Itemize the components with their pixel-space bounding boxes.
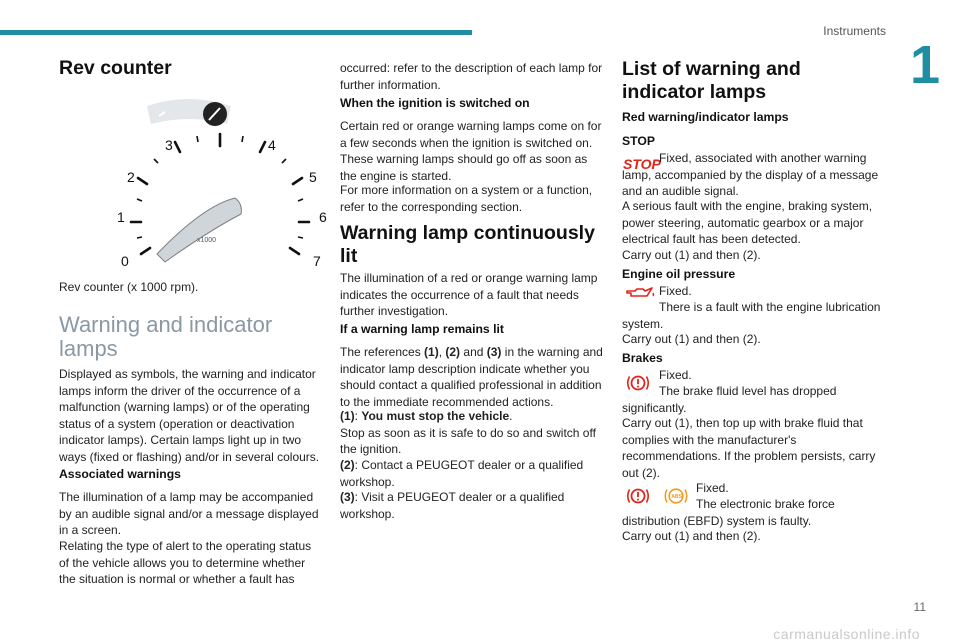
ignition-title: When the ignition is switched on: [340, 96, 530, 110]
gauge-number-0: 0: [121, 253, 129, 269]
gauge-unit-label: x1000: [197, 237, 217, 244]
gauge-needle: [157, 198, 241, 262]
rev-counter-title: Rev counter: [59, 57, 172, 79]
svg-text:ABS: ABS: [671, 494, 683, 501]
stop-fault-description: A serious fault with the engine, braking system, power steering, automatic gearbox or a major electrical fault has been detected.: [622, 199, 873, 247]
rev-counter-illustration: [103, 94, 343, 274]
brakes-description: The brake fluid level has dropped significantly.: [622, 384, 837, 415]
red-lamps-title: Red warning/indicator lamps: [622, 110, 789, 124]
gauge-number-4: 4: [268, 137, 276, 153]
associated-warnings-para-2: Relating the type of alert to the operating status of the vehicle allows you to determine whether the situation is normal or whether a fault has: [59, 539, 312, 587]
reference-1: (1): You must stop the vehicle. Stop as soon as it is safe to do so and switch off the ignition.: [340, 409, 596, 457]
oil-action: Carry out (1) and then (2).: [622, 332, 761, 346]
associated-warnings-para-1: The illumination of a lamp may be accompanied by an audible signal and/or a message displayed in a screen.: [59, 490, 319, 538]
continuously-lit-title: Warning lamp continuously lit: [340, 222, 595, 268]
brakes-action: Carry out (1), then top up with brake fluid that complies with the manufacturer's recommendations. If the problem persists, carry out (2).: [622, 416, 876, 480]
warning-lamps-paragraph: Displayed as symbols, the warning and indicator lamps inform the driver of the occurrence of a malfunction (warning lamps) or of the operating status of a system (operation or deactivation indicator lamps). Certain lamps light up in two ways (fixed or flashing) and/or in several colours.: [59, 367, 320, 464]
oil-pressure-title: Engine oil pressure: [622, 267, 736, 281]
stop-title: STOP: [622, 134, 655, 148]
ebfd-fixed: Fixed.: [696, 481, 729, 495]
page-number: 11: [913, 600, 926, 614]
ebfd-description: The electronic brake force distribution (EBFD) system is faulty.: [622, 497, 835, 528]
reference-2: (2): Contact a PEUGEOT dealer or a qualified workshop.: [340, 458, 584, 489]
reference-3: (3): Visit a PEUGEOT dealer or a qualified workshop.: [340, 490, 565, 521]
brakes-title: Brakes: [622, 351, 663, 365]
rev-counter-caption: Rev counter (x 1000 rpm).: [59, 280, 199, 294]
ebfd-action: Carry out (1) and then (2).: [622, 529, 761, 543]
watermark-url: carmanualsonline.info: [773, 626, 920, 642]
brakes-fixed: Fixed.: [659, 368, 692, 382]
remains-lit-title: If a warning lamp remains lit: [340, 322, 504, 336]
ignition-para-2: For more information on a system or a function, refer to the corresponding section.: [340, 183, 593, 214]
gauge-number-5: 5: [309, 169, 317, 185]
gauge-number-7: 7: [313, 253, 321, 269]
references-paragraph: The references (1), (2) and (3) in the warning and indicator lamp description indicate whether you should contact a qualified professional in addition to the immediate recommended actions.: [340, 345, 603, 409]
ignition-para-1: Certain red or orange warning lamps come on for a few seconds when the ignition is switched on. These warning lamps should go off as soon as the engine is started.: [340, 119, 602, 183]
warning-lamps-title: Warning and indicator lamps: [59, 312, 273, 362]
dashboard-thumbnail-icon: [147, 99, 231, 126]
associated-warnings-title: Associated warnings: [59, 467, 181, 481]
gauge-number-3: 3: [165, 137, 173, 153]
oil-fixed: Fixed.: [659, 284, 692, 298]
gauge-number-1: 1: [117, 209, 125, 225]
gauge-number-6: 6: [319, 209, 327, 225]
header-accent-bar: [0, 30, 472, 35]
gauge-ticks: [131, 134, 309, 254]
stop-action: Carry out (1) and then (2).: [622, 248, 761, 262]
oil-description: There is a fault with the engine lubrication system.: [622, 300, 881, 331]
section-name: Instruments: [823, 24, 886, 38]
continuously-lit-paragraph: The illumination of a red or orange warning lamp indicates the occurrence of a fault that needs further investigation.: [340, 271, 598, 319]
chapter-number: 1: [909, 35, 940, 95]
svg-text:STOP: STOP: [623, 156, 661, 172]
gauge-number-2: 2: [127, 169, 135, 185]
lamp-list-title: List of warning and indicator lamps: [622, 58, 801, 104]
continued-paragraph: occurred: refer to the description of each lamp for further information.: [340, 61, 603, 92]
stop-description: Fixed, associated with another warning lamp, accompanied by the display of a message and an audible signal.: [622, 151, 879, 199]
